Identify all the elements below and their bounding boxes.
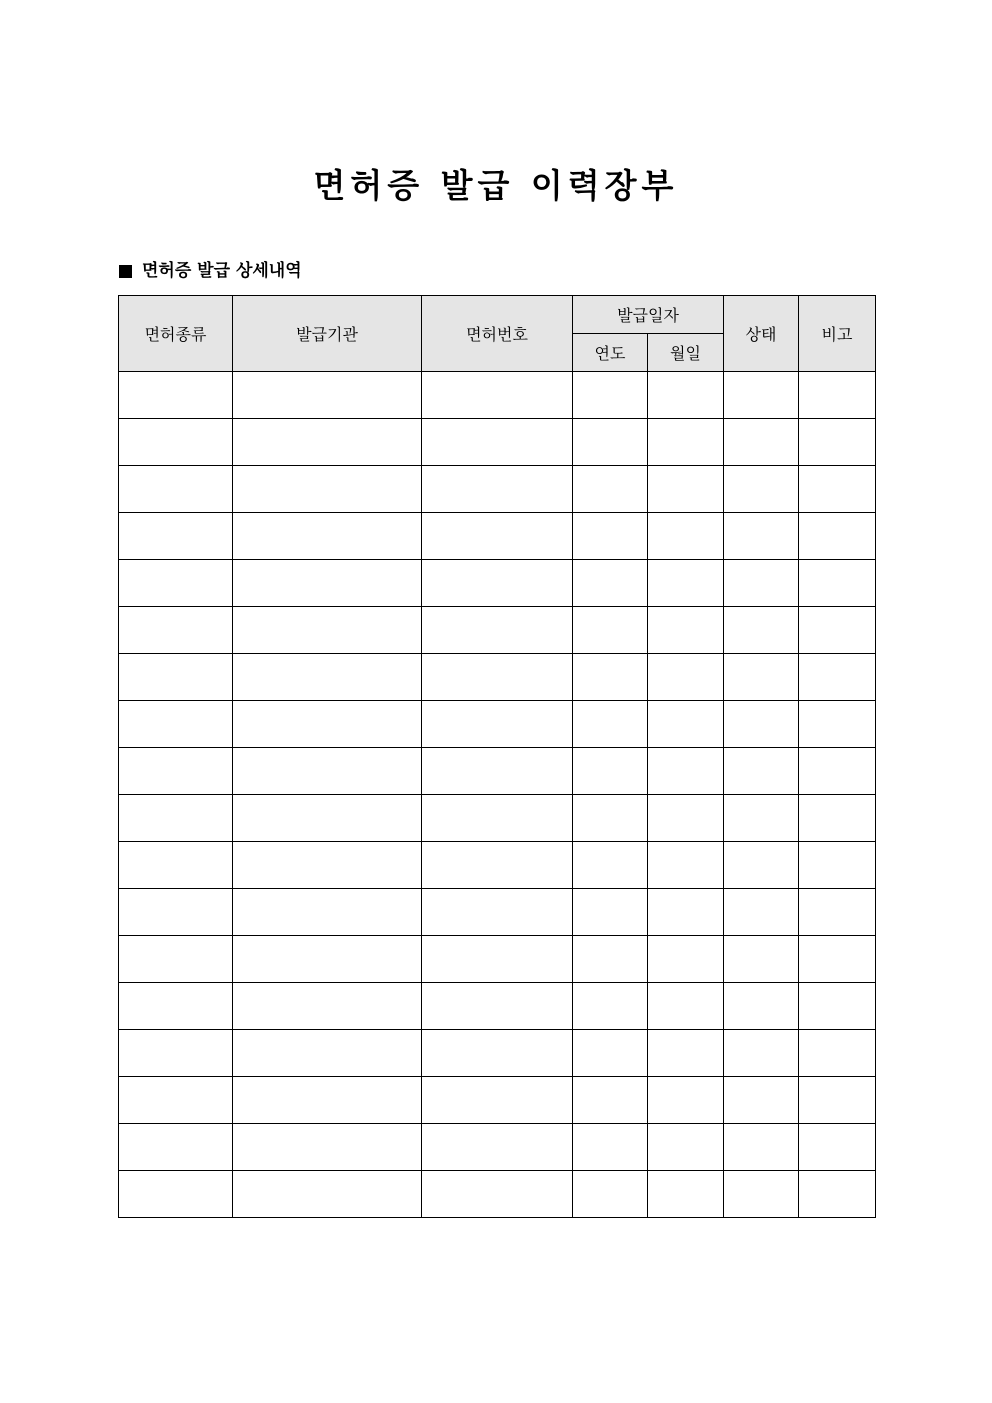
table-row [119, 701, 876, 748]
cell-status[interactable] [724, 795, 799, 842]
cell-issuer[interactable] [233, 372, 422, 419]
cell-license-type[interactable] [119, 889, 233, 936]
cell-remarks[interactable] [799, 748, 876, 795]
cell-license-number[interactable] [422, 795, 573, 842]
cell-license-type[interactable] [119, 795, 233, 842]
cell-issue-year[interactable] [573, 1030, 648, 1077]
header-license-number: 면허번호 [422, 296, 573, 372]
cell-license-number[interactable] [422, 1030, 573, 1077]
table-row [119, 419, 876, 466]
table-row [119, 795, 876, 842]
cell-issuer[interactable] [233, 560, 422, 607]
section-heading-label: 면허증 발급 상세내역 [142, 261, 302, 281]
table-row [119, 372, 876, 419]
page-title: 면허증 발급 이력장부 [313, 166, 679, 205]
cell-license-number[interactable] [422, 936, 573, 983]
cell-status[interactable] [724, 889, 799, 936]
table-row [119, 607, 876, 654]
table-row [119, 654, 876, 701]
cell-license-type[interactable] [119, 372, 233, 419]
cell-issue-month-day[interactable] [648, 1124, 724, 1171]
header-issuer: 발급기관 [233, 296, 422, 372]
cell-license-type[interactable] [119, 748, 233, 795]
cell-status[interactable] [724, 560, 799, 607]
cell-issue-month-day[interactable] [648, 936, 724, 983]
cell-status[interactable] [724, 607, 799, 654]
cell-license-type[interactable] [119, 842, 233, 889]
cell-issuer[interactable] [233, 654, 422, 701]
cell-issue-month-day[interactable] [648, 513, 724, 560]
cell-issue-month-day[interactable] [648, 1077, 724, 1124]
cell-license-type[interactable] [119, 466, 233, 513]
cell-license-type[interactable] [119, 983, 233, 1030]
cell-remarks[interactable] [799, 1171, 876, 1218]
cell-issue-month-day[interactable] [648, 1171, 724, 1218]
cell-remarks[interactable] [799, 983, 876, 1030]
cell-remarks[interactable] [799, 419, 876, 466]
cell-remarks[interactable] [799, 795, 876, 842]
cell-issuer[interactable] [233, 466, 422, 513]
cell-issue-month-day[interactable] [648, 607, 724, 654]
cell-issuer[interactable] [233, 1124, 422, 1171]
cell-issue-year[interactable] [573, 748, 648, 795]
cell-issue-month-day[interactable] [648, 842, 724, 889]
header-issue-year: 연도 [573, 334, 648, 372]
cell-status[interactable] [724, 1077, 799, 1124]
cell-issue-month-day[interactable] [648, 795, 724, 842]
table-row [119, 560, 876, 607]
cell-license-type[interactable] [119, 1171, 233, 1218]
cell-license-type[interactable] [119, 560, 233, 607]
section-heading [119, 258, 302, 284]
cell-license-number[interactable] [422, 1171, 573, 1218]
cell-license-number[interactable] [422, 372, 573, 419]
cell-status[interactable] [724, 513, 799, 560]
cell-issue-month-day[interactable] [648, 560, 724, 607]
cell-license-type[interactable] [119, 936, 233, 983]
cell-remarks[interactable] [799, 889, 876, 936]
cell-status[interactable] [724, 654, 799, 701]
table-row [119, 466, 876, 513]
cell-license-number[interactable] [422, 513, 573, 560]
cell-issue-month-day[interactable] [648, 372, 724, 419]
cell-license-number[interactable] [422, 1077, 573, 1124]
cell-remarks[interactable] [799, 1124, 876, 1171]
license-ledger-table [118, 295, 876, 1218]
cell-license-type[interactable] [119, 513, 233, 560]
cell-issue-year[interactable] [573, 654, 648, 701]
cell-issue-month-day[interactable] [648, 983, 724, 1030]
cell-issue-year[interactable] [573, 419, 648, 466]
table-row [119, 983, 876, 1030]
cell-remarks[interactable] [799, 654, 876, 701]
cell-remarks[interactable] [799, 607, 876, 654]
cell-issuer[interactable] [233, 842, 422, 889]
table-row [119, 1171, 876, 1218]
cell-status[interactable] [724, 936, 799, 983]
cell-license-type[interactable] [119, 1077, 233, 1124]
cell-issue-year[interactable] [573, 607, 648, 654]
cell-license-number[interactable] [422, 842, 573, 889]
table-row [119, 748, 876, 795]
cell-remarks[interactable] [799, 372, 876, 419]
cell-license-number[interactable] [422, 889, 573, 936]
cell-issue-year[interactable] [573, 466, 648, 513]
cell-status[interactable] [724, 419, 799, 466]
cell-issue-year[interactable] [573, 983, 648, 1030]
cell-issue-month-day[interactable] [648, 466, 724, 513]
cell-license-number[interactable] [422, 654, 573, 701]
table-row [119, 842, 876, 889]
square-bullet-icon [119, 265, 132, 278]
cell-issue-month-day[interactable] [648, 748, 724, 795]
cell-license-type[interactable] [119, 607, 233, 654]
cell-license-number[interactable] [422, 466, 573, 513]
cell-license-number[interactable] [422, 560, 573, 607]
header-issue-month-day: 월일 [648, 334, 724, 372]
cell-license-number[interactable] [422, 419, 573, 466]
cell-remarks[interactable] [799, 560, 876, 607]
cell-issue-month-day[interactable] [648, 419, 724, 466]
cell-status[interactable] [724, 842, 799, 889]
cell-license-type[interactable] [119, 701, 233, 748]
cell-status[interactable] [724, 1171, 799, 1218]
cell-remarks[interactable] [799, 513, 876, 560]
cell-issue-year[interactable] [573, 560, 648, 607]
table-row [119, 1030, 876, 1077]
cell-status[interactable] [724, 1124, 799, 1171]
cell-issue-year[interactable] [573, 889, 648, 936]
cell-issuer[interactable] [233, 607, 422, 654]
cell-license-type[interactable] [119, 419, 233, 466]
header-issue-date: 발급일자 [573, 296, 724, 334]
cell-license-type[interactable] [119, 1124, 233, 1171]
cell-remarks[interactable] [799, 842, 876, 889]
cell-issue-month-day[interactable] [648, 1030, 724, 1077]
cell-issue-year[interactable] [573, 842, 648, 889]
header-license-type: 면허종류 [119, 296, 233, 372]
cell-issuer[interactable] [233, 936, 422, 983]
cell-issuer[interactable] [233, 513, 422, 560]
cell-license-number[interactable] [422, 983, 573, 1030]
cell-issuer[interactable] [233, 748, 422, 795]
cell-issuer[interactable] [233, 1077, 422, 1124]
cell-issuer[interactable] [233, 1171, 422, 1218]
table-row [119, 889, 876, 936]
cell-issue-year[interactable] [573, 372, 648, 419]
cell-issue-month-day[interactable] [648, 701, 724, 748]
table-row [119, 936, 876, 983]
cell-status[interactable] [724, 983, 799, 1030]
cell-remarks[interactable] [799, 936, 876, 983]
cell-license-type[interactable] [119, 654, 233, 701]
cell-license-number[interactable] [422, 607, 573, 654]
cell-issue-year[interactable] [573, 1124, 648, 1171]
cell-license-number[interactable] [422, 748, 573, 795]
cell-issue-month-day[interactable] [648, 654, 724, 701]
cell-status[interactable] [724, 748, 799, 795]
table-row [119, 1124, 876, 1171]
cell-status[interactable] [724, 701, 799, 748]
cell-issuer[interactable] [233, 1030, 422, 1077]
cell-status[interactable] [724, 466, 799, 513]
cell-license-type[interactable] [119, 1030, 233, 1077]
cell-status[interactable] [724, 372, 799, 419]
cell-issue-year[interactable] [573, 513, 648, 560]
table-row [119, 1077, 876, 1124]
cell-issue-year[interactable] [573, 936, 648, 983]
cell-issue-year[interactable] [573, 1077, 648, 1124]
cell-issue-year[interactable] [573, 1171, 648, 1218]
cell-remarks[interactable] [799, 1030, 876, 1077]
cell-remarks[interactable] [799, 701, 876, 748]
cell-remarks[interactable] [799, 1077, 876, 1124]
cell-issue-year[interactable] [573, 795, 648, 842]
ledger-body [119, 372, 876, 1218]
header-remarks: 비고 [799, 296, 876, 372]
cell-remarks[interactable] [799, 466, 876, 513]
cell-issuer[interactable] [233, 889, 422, 936]
cell-issue-year[interactable] [573, 701, 648, 748]
table-row [119, 513, 876, 560]
cell-issuer[interactable] [233, 983, 422, 1030]
cell-license-number[interactable] [422, 701, 573, 748]
cell-issue-month-day[interactable] [648, 889, 724, 936]
cell-issuer[interactable] [233, 701, 422, 748]
cell-status[interactable] [724, 1030, 799, 1077]
header-status: 상태 [724, 296, 799, 372]
cell-issuer[interactable] [233, 419, 422, 466]
cell-issuer[interactable] [233, 795, 422, 842]
cell-license-number[interactable] [422, 1124, 573, 1171]
